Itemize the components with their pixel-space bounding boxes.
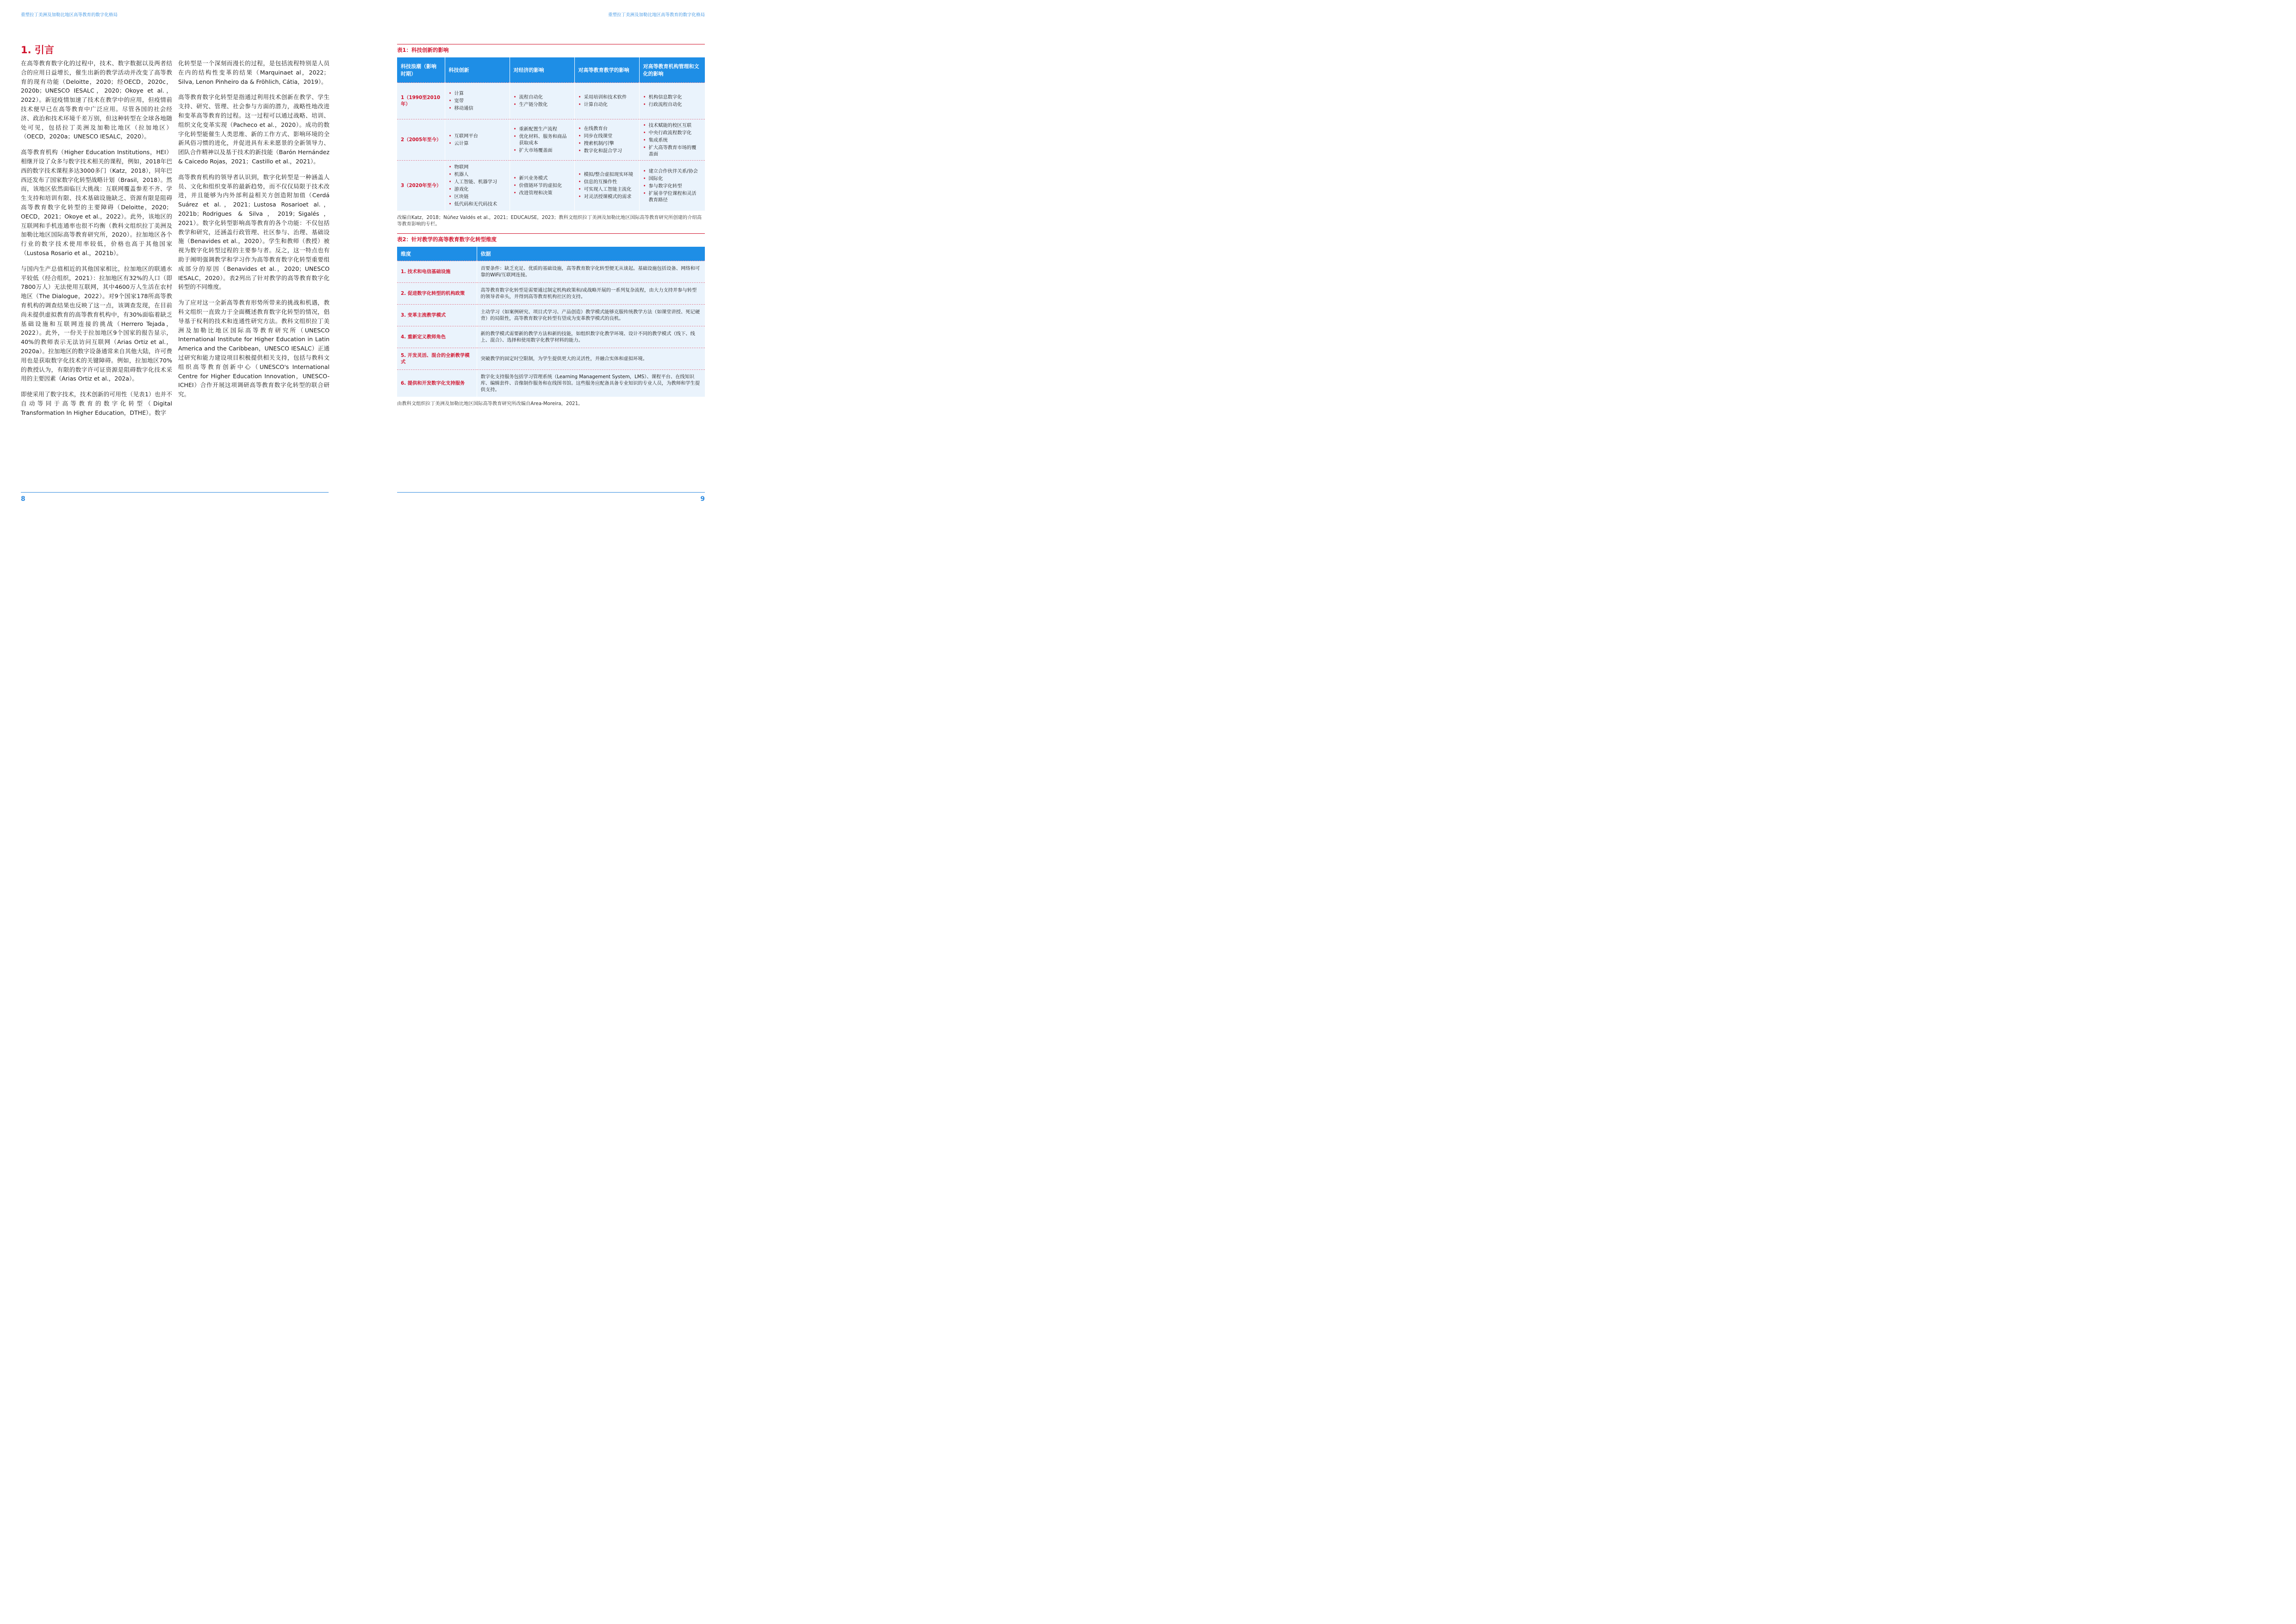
table1-block [397,44,705,227]
economy-cell [510,83,574,119]
table1-caption: 表1：科技创新的影响 [397,47,449,53]
text-column-middle [178,59,330,406]
list-item: • 采用培训和技术软件 [579,94,635,100]
paragraph: 在高等教育数字化的过程中，技术、数字数据以及两者结合的应用日益增长，催生出新的教学活动并改变了高等教育的现有功能（Deloitte，2020；经OECD，2020c，2020b；UNESCO IESALC，2020；Okoye et al.，2022）。新冠疫情加速了技术在教学中的应用，但疫情前技术便早已在高等教育中广泛应用。尽管各国的社会经济、政治和技术环境千差万别，但这种转型在全球各地随处可见，包括拉丁美洲及加勒比地区（拉加地区）（OECD，2020a；UNESCO IESALC，2020）。 [21,60,172,140]
economy-cell [510,119,574,161]
footer-divider-right [397,492,705,493]
list-item: • 优化材料、服务和商品获取成本 [514,133,571,146]
list-item: • 技术赋能的校区互联 [643,122,701,129]
list-item: • 扩展非学位课程和灵活教育路径 [643,190,701,203]
list-item: • 宽带 [449,98,506,104]
page-number-left: 8 [21,495,25,503]
list-item: • 重新配置生产流程 [514,126,571,132]
basis-cell: 新的教学模式需要新的教学方法和新的技能，如组织数字化教学环境、设计不同的教学模式（线下、线上、混合）、选择和使用数字化教学材料的能力。 [477,326,705,348]
management-cell [639,161,705,211]
list-item: • 低代码和无代码技术 [449,201,506,207]
table-header-row [397,57,705,83]
list-item: • 机构信息数字化 [643,94,701,100]
column-header: 科技浪潮（影响时期） [397,57,445,83]
basis-cell: 高等教育数字化转型是需要通过制定机构政策和/或战略开展的一系列复杂流程，由大力支持并参与转型的领导者牵头，并得到高等教育机构社区的支持。 [477,283,705,305]
list-item: • 价值链环节的虚拟化 [514,182,571,189]
list-item: • 参与数字化转型 [643,183,701,189]
column-header: 科技创新 [445,57,510,83]
list-item: • 流程自动化 [514,94,571,100]
list-item: • 互联网平台 [449,133,506,139]
table1 [397,57,705,211]
dimension-cell: 6. 提供和开发数字化支持服务 [397,370,477,397]
table-row [397,283,705,305]
list-item: • 数字化和混合学习 [579,148,635,154]
list-item: • 对灵活授课模式的需求 [579,194,635,200]
dimension-cell: 5. 开发灵活、混合的全新教学模式 [397,348,477,370]
list-item: • 可实现人工智能主流化 [579,186,635,193]
paragraph: 与国内生产总值相近的其他国家相比，拉加地区的联通水平较低（经合组织，2021）：拉加地区有32%的人口（即7800万人）无法使用互联网，其中4600万人生活在农村地区（The Dialogue，2022）。对9个国家178所高等教育机构的调查结果也反映了这一点，该调查发现，在目前尚未提供虚拟教育的高等教育机构中，有30%面临着缺乏基础设施和互联网连接的挑战（Herrero Tejada，2022）。此外，一份关于拉加地区9个国家的报告显示，40%的教师表示无法访问互联网（Arias Ortiz et al.，2020a）。拉加地区的数字设备通常来自其他大陆，许可费用也是获取数字化技术的关键障碍。例如，拉加地区70%的教授认为，有限的数字许可证资源是阻碍数字化技术采用的主要因素（Arias Ortiz et al.，202a）。 [21,265,172,382]
dimension-cell: 3. 变革主流教学模式 [397,305,477,326]
list-item: • 集成系统 [643,137,701,144]
list-item: • 计算自动化 [579,101,635,108]
table2-caption: 表2：针对教学的高等教育数字化转型维度 [397,236,497,243]
column-header: 对经济的影响 [510,57,574,83]
list-item: • 游戏化 [449,186,506,193]
page-title: 1. 引言 [21,44,54,56]
management-cell [639,119,705,161]
economy-cell [510,161,574,211]
divider [397,233,705,234]
list-item: • 改进管理和决策 [514,190,571,196]
teaching-cell [574,83,639,119]
footer-divider-left [21,492,329,493]
table2-block [397,233,705,407]
basis-cell: 数字化支持服务包括学习管理系统（Learning Management System，LMS）、课程平台、在线知识库、编辑套件、音像制作服务和在线图书馆。这些服务应配备具备专业知识的专业人员，为教师和学生提供支持。 [477,370,705,397]
text-column-left [21,59,172,424]
list-item: • 移动通信 [449,105,506,112]
paragraph: 化转型是一个深刻而漫长的过程，是包括流程特别是人员在内的结构性变革的结果（Marquinaet al，2022；Silva, Lenon Pinheiro da & Fröhlich, Cátia，2019）。 [178,60,330,85]
list-item: • 行政流程自动化 [643,101,701,108]
list-item: • 机器人 [449,171,506,178]
column-header: 维度 [397,247,477,261]
teaching-cell [574,161,639,211]
management-cell [639,83,705,119]
list-item: • 扩大市场覆盖面 [514,147,571,154]
list-item: • 区块链 [449,194,506,200]
tech-cell [445,83,510,119]
list-item: • 扩大高等教育市场的覆盖面 [643,144,701,157]
basis-cell: 首要条件：缺乏充足、优质的基础设施，高等教育数字化转型便无从谈起。基础设施包括设备、网络和可靠的WiFi/互联网连接。 [477,261,705,283]
paragraph: 高等教育数字化转型是指通过利用技术创新在教学、学生支持、研究、管理、社会参与方面的潜力，战略性地改进和变革高等教育的过程。这一过程可以通过战略、培训、组织文化变革实现（Pacheco et al.，2020）。成功的数字化转型能催生人类思维、新的工作方式、影响环境的全新风俗习惯的进化，并促进具有未来愿景的全新领导力、团队合作精神以及基于技术的新技能（Barón Hernández & Caicedo Rojas，2021；Castillo et al.，2021）。 [178,94,330,165]
page-number-right: 9 [700,495,705,503]
column-header: 对高等教育机构管理和文化的影响 [639,57,705,83]
dimension-cell: 4. 重新定义教师角色 [397,326,477,348]
list-item: • 建立合作伙伴关系/协会 [643,168,701,175]
table-row [397,348,705,370]
basis-cell: 突破教学的固定时空限制，为学生提供更大的灵活性，并融合实体和虚拟环境。 [477,348,705,370]
dimension-cell: 2. 促进数字化转型的机构政策 [397,283,477,305]
table-header-row [397,247,705,261]
table-row [397,370,705,397]
column-header: 对高等教育教学的影响 [574,57,639,83]
list-item: • 国际化 [643,175,701,182]
running-head-left: 重塑拉丁美洲及加勒比地区高等教育的数字化格局 [21,12,118,18]
tech-cell [445,119,510,161]
table-row [397,161,705,211]
era-cell: 1（1990至2010年） [397,83,445,119]
list-item: • 在线教育台 [579,125,635,132]
table-row [397,119,705,161]
table2 [397,247,705,397]
list-item: • 信息的互操作性 [579,179,635,185]
paragraph: 高等教育机构的领导者认识到，数字化转型是一种涵盖人员、文化和组织变革的最新趋势，而不仅仅局限于技术改进，并且能够为内外部利益相关方创造附加值（Cerdá Suárez et al.，2021；Lustosa Rosarioet al.，2021b；Rodrigues & Silva，2019；Sigalés，2021）。数字化转型影响高等教育的各个功能：不仅包括教学和研究，还涵盖行政管理、社区参与、治理、基础设施（Benavides et al.，2020）。学生和教师（教授）被视为数字化转型过程的主要参与者。反之，这一特点也有助于阐明强调教学和学习作为高等教育数字化转型重要组成部分的原因（Benavides et al.，2020；UNESCO IESALC，2020）。表2列出了针对教学的高等教育数字化转型的不同维度。 [178,173,330,291]
table1-note: 改编自Katz，2018；Núñez Valdés et al.，2021；EDUCAUSE，2023；教科文组织拉丁美洲及加勒比地区国际高等教育研究所创建的介绍高等教育影响的专栏。 [397,215,702,227]
table-row [397,305,705,326]
list-item: • 中央行政流程数字化 [643,130,701,136]
paragraph: 即使采用了数字技术，技术创新的可用性（见表1）也并不自动等同于高等教育的数字化转型（Digital Transformation In Higher Education，DTHE）。数字 [21,391,172,416]
era-cell: 3（2020年至今） [397,161,445,211]
list-item: • 人工智能、机器学习 [449,179,506,185]
table-row [397,326,705,348]
list-item: • 新兴业务模式 [514,175,571,181]
table-row [397,261,705,283]
table-row [397,83,705,119]
running-head-right: 重塑拉丁美洲及加勒比地区高等教育的数字化格局 [608,12,705,18]
list-item: • 模拟/整合虚拟现实环境 [579,171,635,178]
column-header: 依据 [477,247,705,261]
paragraph: 高等教育机构（Higher Education Institutions，HEI）相继开设了众多与数字技术相关的课程，例如，2018年巴西的数字技术课程多达3000多门（Katz，2018），同年巴西还发布了国家数字化转型战略计划（Brasil，2018）。然而，该地区依然面临巨大挑战：互联网覆盖参差不齐、学生支持和培训有限、技术基础设施缺乏、资源有限是阻碍高等教育数字化转型的主要障碍（Deloitte，2020；OECD，2021；Okoye et al.，2022）。此外，该地区的互联网和手机连通率也很不均衡（教科文组织拉丁美洲及加勒比地区国际高等教育研究所，2020）。拉加地区各个行业的数字技术使用率较低，价格也高于其他国家（Lustosa Rosario et al.，2021b）。 [21,149,172,256]
list-item: • 生产链分散化 [514,101,571,108]
era-cell: 2（2005年至今） [397,119,445,161]
list-item: • 计算 [449,90,506,97]
paragraph: 为了应对这一全新高等教育形势所带来的挑战和机遇，教科文组织一直致力于全面概述教育数字化转型的情况，倡导基于权利的技术和连通性研究方法。教科文组织拉丁美洲及加勒比地区国际高等教育研究所（UNESCO International Institute for Higher Education in Latin America and the Caribbean，UNESCO IESALC）正通过研究和能力建设项目积极提供相关支持，包括与教科文组织高等教育创新中心（UNESCO's International Centre for Higher Education Innovation，UNESCO-ICHEI）合作开展这项调研高等教育数字化转型的联合研究。 [178,299,330,398]
list-item: • 搜索机制/引擎 [579,140,635,147]
tech-cell [445,161,510,211]
basis-cell: 主动学习（如案例研究、项目式学习、产品创造）教学模式能够克服传统教学方法（如课堂讲授、死记硬背）的局限性，高等教育数字化转型有望成为变革教学模式的良机。 [477,305,705,326]
teaching-cell [574,119,639,161]
list-item: • 物联网 [449,164,506,170]
list-item: • 云计算 [449,140,506,147]
table2-note: 由教科文组织拉丁美洲及加勒比地区国际高等教育研究所改编自Area-Moreira，2021。 [397,401,583,406]
dimension-cell: 1. 技术和电信基础设施 [397,261,477,283]
list-item: • 同步在线课堂 [579,133,635,139]
